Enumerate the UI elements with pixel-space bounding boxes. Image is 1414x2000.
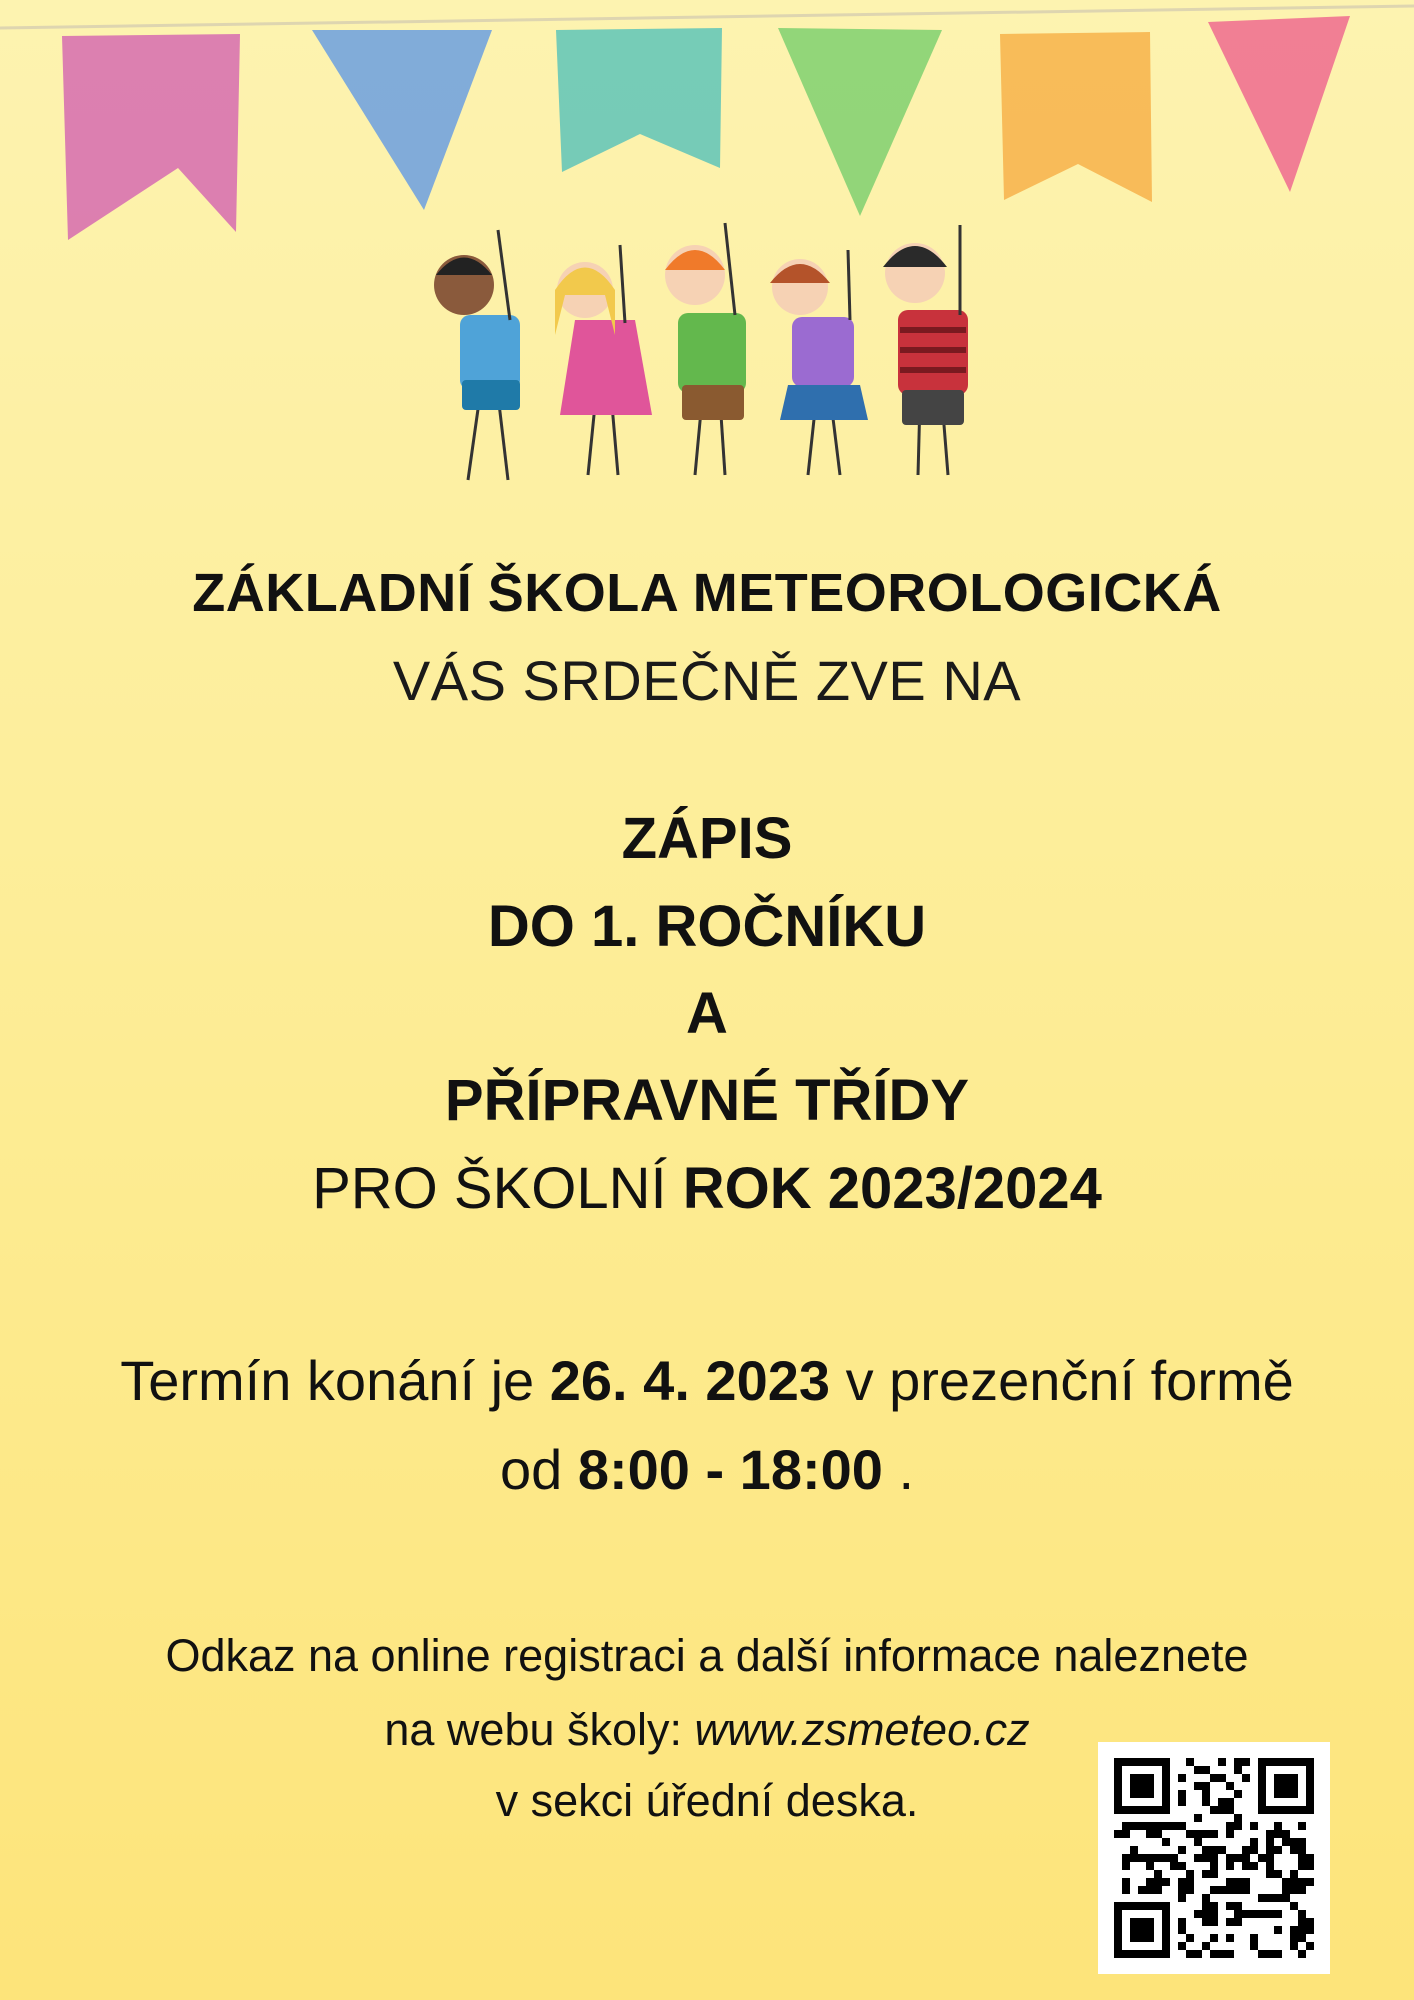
qr-module bbox=[1242, 1910, 1250, 1918]
qr-module bbox=[1250, 1846, 1258, 1854]
qr-module bbox=[1290, 1934, 1298, 1942]
qr-module bbox=[1154, 1854, 1162, 1862]
qr-module bbox=[1306, 1854, 1314, 1862]
qr-module bbox=[1162, 1838, 1170, 1846]
qr-module bbox=[1210, 1902, 1218, 1910]
qr-module bbox=[1290, 1902, 1298, 1910]
qr-module bbox=[1154, 1830, 1162, 1838]
qr-module bbox=[1266, 1894, 1274, 1902]
qr-module bbox=[1154, 1870, 1162, 1878]
qr-module bbox=[1258, 1854, 1266, 1862]
qr-module bbox=[1226, 1902, 1234, 1910]
qr-module bbox=[1298, 1918, 1306, 1926]
qr-module bbox=[1202, 1918, 1210, 1926]
qr-module bbox=[1162, 1878, 1170, 1886]
qr-module bbox=[1290, 1870, 1298, 1878]
qr-module bbox=[1178, 1822, 1186, 1830]
qr-module bbox=[1274, 1894, 1282, 1902]
qr-module bbox=[1194, 1950, 1202, 1958]
qr-module bbox=[1250, 1822, 1258, 1830]
qr-module bbox=[1178, 1918, 1186, 1926]
qr-module bbox=[1218, 1846, 1226, 1854]
event-date: 26. 4. 2023 bbox=[549, 1349, 831, 1412]
qr-module bbox=[1146, 1878, 1154, 1886]
qr-module bbox=[1290, 1838, 1298, 1846]
qr-module bbox=[1138, 1854, 1146, 1862]
qr-module bbox=[1266, 1846, 1274, 1854]
school-name: ZÁKLADNÍ ŠKOLA METEOROLOGICKÁ bbox=[192, 563, 1222, 623]
qr-module bbox=[1218, 1886, 1226, 1894]
school-year-line bbox=[0, 1155, 1414, 1222]
qr-module bbox=[1266, 1862, 1274, 1870]
title-line-preparatory: PŘÍPRAVNÉ TŘÍDY bbox=[444, 1068, 970, 1133]
qr-module bbox=[1202, 1910, 1210, 1918]
qr-module bbox=[1202, 1942, 1210, 1950]
qr-module bbox=[1122, 1830, 1130, 1838]
qr-module bbox=[1234, 1766, 1242, 1774]
qr-module bbox=[1178, 1878, 1186, 1886]
qr-module bbox=[1178, 1862, 1186, 1870]
qr-module bbox=[1122, 1886, 1130, 1894]
bunting-flag bbox=[1208, 16, 1350, 192]
qr-module bbox=[1202, 1846, 1210, 1854]
qr-module bbox=[1202, 1798, 1210, 1806]
qr-module bbox=[1274, 1950, 1282, 1958]
qr-module bbox=[1178, 1846, 1186, 1854]
qr-module bbox=[1210, 1918, 1218, 1926]
qr-module bbox=[1282, 1830, 1290, 1838]
qr-code[interactable] bbox=[1098, 1742, 1330, 1974]
event-time: 8:00 - 18:00 bbox=[577, 1438, 883, 1501]
qr-module bbox=[1170, 1862, 1178, 1870]
qr-module bbox=[1194, 1838, 1202, 1846]
child-figure bbox=[555, 245, 652, 475]
qr-module bbox=[1154, 1822, 1162, 1830]
qr-module bbox=[1242, 1878, 1250, 1886]
qr-module bbox=[1266, 1838, 1274, 1846]
date-prefix: Termín konání je bbox=[120, 1349, 550, 1412]
qr-module bbox=[1202, 1902, 1210, 1910]
qr-module bbox=[1274, 1870, 1282, 1878]
qr-module bbox=[1234, 1902, 1242, 1910]
bunting-flag bbox=[778, 28, 942, 216]
qr-finder-inner bbox=[1130, 1918, 1154, 1942]
qr-module bbox=[1266, 1830, 1274, 1838]
qr-module bbox=[1210, 1950, 1218, 1958]
qr-module bbox=[1122, 1862, 1130, 1870]
qr-finder-inner bbox=[1130, 1774, 1154, 1798]
qr-module bbox=[1178, 1790, 1186, 1798]
qr-module bbox=[1170, 1822, 1178, 1830]
qr-module bbox=[1226, 1798, 1234, 1806]
qr-module bbox=[1298, 1934, 1306, 1942]
qr-module bbox=[1186, 1878, 1194, 1886]
qr-module bbox=[1242, 1846, 1250, 1854]
qr-module bbox=[1218, 1758, 1226, 1766]
qr-module bbox=[1226, 1878, 1234, 1886]
qr-module bbox=[1242, 1862, 1250, 1870]
qr-module bbox=[1130, 1822, 1138, 1830]
qr-module bbox=[1290, 1886, 1298, 1894]
info-line-1: Odkaz na online registraci a další informace naleznete bbox=[165, 1630, 1249, 1681]
qr-module bbox=[1226, 1918, 1234, 1926]
qr-module bbox=[1210, 1806, 1218, 1814]
qr-module bbox=[1138, 1822, 1146, 1830]
qr-module bbox=[1282, 1894, 1290, 1902]
qr-module bbox=[1226, 1934, 1234, 1942]
qr-module bbox=[1306, 1862, 1314, 1870]
qr-module bbox=[1298, 1862, 1306, 1870]
qr-module bbox=[1186, 1758, 1194, 1766]
qr-module bbox=[1226, 1822, 1234, 1830]
invitation-text: VÁS SRDEČNĚ ZVE NA bbox=[392, 649, 1022, 712]
qr-module bbox=[1234, 1758, 1242, 1766]
qr-module bbox=[1234, 1790, 1242, 1798]
qr-module bbox=[1298, 1926, 1306, 1934]
qr-module bbox=[1162, 1854, 1170, 1862]
qr-module bbox=[1194, 1910, 1202, 1918]
qr-module bbox=[1242, 1854, 1250, 1862]
qr-module bbox=[1266, 1950, 1274, 1958]
qr-module bbox=[1130, 1854, 1138, 1862]
qr-module bbox=[1210, 1886, 1218, 1894]
child-figure bbox=[665, 223, 746, 475]
qr-module bbox=[1234, 1886, 1242, 1894]
qr-module bbox=[1146, 1886, 1154, 1894]
qr-module bbox=[1170, 1854, 1178, 1862]
qr-module bbox=[1146, 1822, 1154, 1830]
qr-module bbox=[1282, 1878, 1290, 1886]
qr-finder-inner bbox=[1274, 1774, 1298, 1798]
qr-module bbox=[1210, 1934, 1218, 1942]
qr-module bbox=[1194, 1782, 1202, 1790]
qr-module bbox=[1250, 1862, 1258, 1870]
qr-module bbox=[1282, 1838, 1290, 1846]
qr-module bbox=[1210, 1870, 1218, 1878]
qr-module bbox=[1146, 1830, 1154, 1838]
qr-module bbox=[1258, 1894, 1266, 1902]
qr-module bbox=[1274, 1910, 1282, 1918]
qr-module bbox=[1298, 1822, 1306, 1830]
qr-module bbox=[1298, 1854, 1306, 1862]
qr-module bbox=[1226, 1782, 1234, 1790]
qr-module bbox=[1154, 1886, 1162, 1894]
qr-module bbox=[1306, 1926, 1314, 1934]
qr-module bbox=[1178, 1894, 1186, 1902]
qr-module bbox=[1186, 1870, 1194, 1878]
qr-module bbox=[1234, 1814, 1242, 1822]
qr-module bbox=[1266, 1870, 1274, 1878]
qr-module bbox=[1258, 1910, 1266, 1918]
qr-module bbox=[1234, 1822, 1242, 1830]
qr-module bbox=[1202, 1782, 1210, 1790]
school-year-prefix: PRO ŠKOLNÍ bbox=[312, 1156, 683, 1221]
qr-module bbox=[1114, 1830, 1122, 1838]
qr-module bbox=[1194, 1814, 1202, 1822]
qr-module bbox=[1258, 1950, 1266, 1958]
bunting-flag bbox=[312, 30, 492, 210]
qr-module bbox=[1274, 1846, 1282, 1854]
qr-module bbox=[1218, 1950, 1226, 1958]
qr-module bbox=[1210, 1862, 1218, 1870]
qr-module bbox=[1290, 1846, 1298, 1854]
title-line-grade: DO 1. ROČNÍKU bbox=[487, 894, 927, 959]
qr-module bbox=[1122, 1822, 1130, 1830]
child-figure bbox=[770, 250, 868, 475]
qr-module bbox=[1266, 1854, 1274, 1862]
qr-module bbox=[1226, 1806, 1234, 1814]
qr-module bbox=[1202, 1870, 1210, 1878]
qr-module bbox=[1202, 1830, 1210, 1838]
qr-module bbox=[1298, 1910, 1306, 1918]
qr-module bbox=[1178, 1942, 1186, 1950]
qr-module bbox=[1218, 1774, 1226, 1782]
qr-module bbox=[1226, 1854, 1234, 1862]
qr-module bbox=[1218, 1798, 1226, 1806]
qr-module bbox=[1202, 1766, 1210, 1774]
qr-module bbox=[1234, 1918, 1242, 1926]
date-suffix: v prezenční formě bbox=[830, 1349, 1294, 1412]
qr-module bbox=[1298, 1878, 1306, 1886]
child-figure bbox=[434, 230, 520, 480]
qr-module bbox=[1250, 1910, 1258, 1918]
qr-module bbox=[1210, 1846, 1218, 1854]
qr-module bbox=[1306, 1942, 1314, 1950]
website-link[interactable]: www.zsmeteo.cz bbox=[694, 1704, 1030, 1755]
qr-module bbox=[1194, 1830, 1202, 1838]
qr-module bbox=[1226, 1950, 1234, 1958]
qr-module bbox=[1210, 1830, 1218, 1838]
qr-module bbox=[1130, 1846, 1138, 1854]
bunting-flag bbox=[62, 34, 240, 240]
qr-module bbox=[1202, 1854, 1210, 1862]
qr-module bbox=[1202, 1894, 1210, 1902]
qr-module bbox=[1194, 1766, 1202, 1774]
children-illustration bbox=[420, 205, 1040, 495]
qr-module bbox=[1234, 1910, 1242, 1918]
qr-module bbox=[1210, 1910, 1218, 1918]
qr-module bbox=[1306, 1878, 1314, 1886]
qr-module bbox=[1226, 1830, 1234, 1838]
qr-module bbox=[1298, 1950, 1306, 1958]
qr-module bbox=[1298, 1846, 1306, 1854]
qr-module bbox=[1186, 1934, 1194, 1942]
title-line-and: A bbox=[686, 981, 728, 1046]
qr-module bbox=[1218, 1806, 1226, 1814]
qr-module bbox=[1122, 1878, 1130, 1886]
qr-module bbox=[1178, 1798, 1186, 1806]
qr-module bbox=[1242, 1758, 1250, 1766]
event-date-line bbox=[0, 1348, 1414, 1413]
title-line-zapis: ZÁPIS bbox=[621, 806, 793, 871]
qr-module bbox=[1298, 1838, 1306, 1846]
qr-module bbox=[1186, 1886, 1194, 1894]
bunting-flag bbox=[556, 28, 722, 172]
qr-module bbox=[1194, 1854, 1202, 1862]
qr-module bbox=[1274, 1926, 1282, 1934]
qr-module bbox=[1178, 1774, 1186, 1782]
qr-module bbox=[1122, 1854, 1130, 1862]
qr-module bbox=[1178, 1926, 1186, 1934]
qr-module bbox=[1290, 1878, 1298, 1886]
info-line-3: v sekci úřední deska. bbox=[495, 1775, 919, 1826]
qr-module bbox=[1146, 1862, 1154, 1870]
qr-module bbox=[1178, 1886, 1186, 1894]
school-year-value: ROK 2023/2024 bbox=[682, 1156, 1102, 1221]
qr-module bbox=[1154, 1878, 1162, 1886]
qr-module bbox=[1242, 1774, 1250, 1782]
qr-module bbox=[1282, 1886, 1290, 1894]
qr-module bbox=[1226, 1886, 1234, 1894]
qr-module bbox=[1290, 1942, 1298, 1950]
time-prefix: od bbox=[499, 1438, 578, 1501]
qr-module bbox=[1186, 1830, 1194, 1838]
qr-module bbox=[1186, 1950, 1194, 1958]
qr-module bbox=[1250, 1934, 1258, 1942]
qr-module bbox=[1298, 1886, 1306, 1894]
qr-module bbox=[1226, 1862, 1234, 1870]
qr-module bbox=[1266, 1910, 1274, 1918]
qr-module bbox=[1202, 1790, 1210, 1798]
qr-module bbox=[1290, 1926, 1298, 1934]
event-time-line bbox=[0, 1437, 1414, 1502]
qr-module bbox=[1162, 1822, 1170, 1830]
qr-module bbox=[1234, 1878, 1242, 1886]
qr-module bbox=[1274, 1822, 1282, 1830]
qr-module bbox=[1210, 1854, 1218, 1862]
time-suffix: . bbox=[882, 1438, 915, 1501]
info-web-prefix: na webu školy: bbox=[384, 1704, 695, 1755]
qr-module bbox=[1250, 1942, 1258, 1950]
qr-module bbox=[1146, 1854, 1154, 1862]
qr-module bbox=[1138, 1886, 1146, 1894]
qr-module bbox=[1234, 1854, 1242, 1862]
qr-module bbox=[1210, 1774, 1218, 1782]
qr-module bbox=[1242, 1886, 1250, 1894]
bunting-flag bbox=[1000, 32, 1152, 202]
qr-module bbox=[1306, 1918, 1314, 1926]
qr-module bbox=[1250, 1838, 1258, 1846]
qr-module bbox=[1274, 1830, 1282, 1838]
child-figure bbox=[883, 225, 968, 475]
